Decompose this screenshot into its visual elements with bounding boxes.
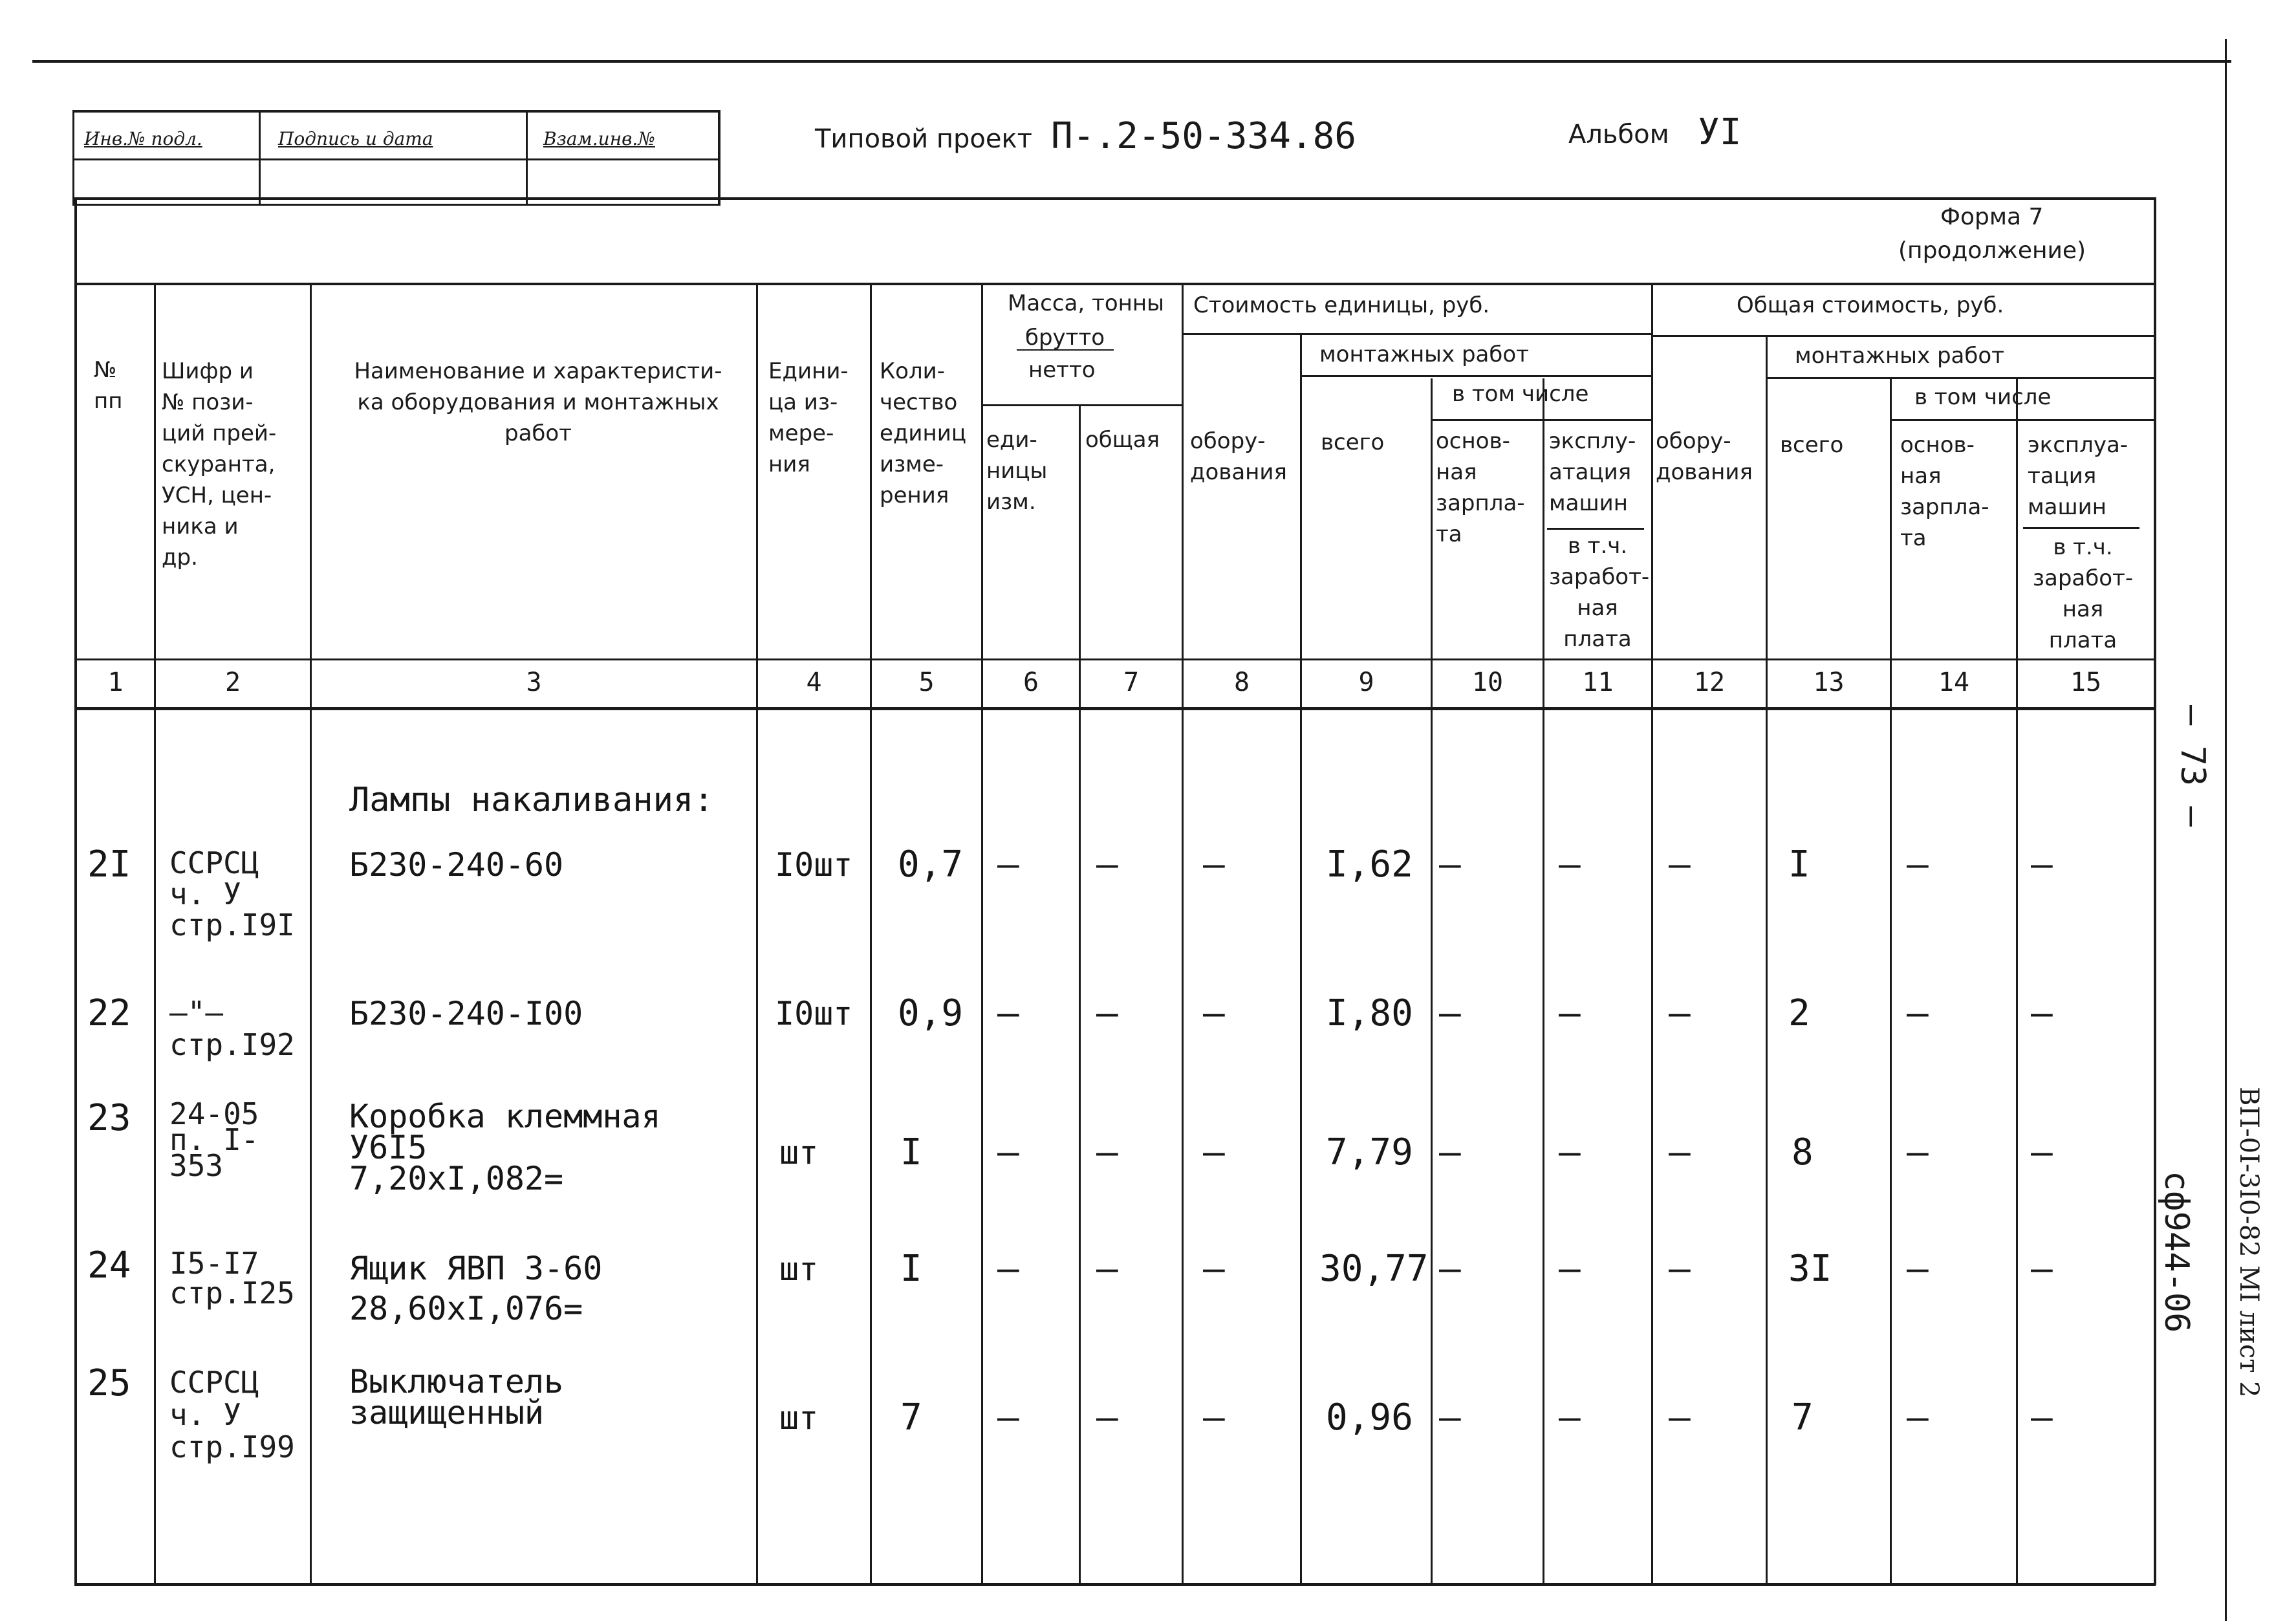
cell-c15: – <box>2031 1131 2053 1173</box>
cell-c14: – <box>1907 992 1929 1034</box>
cell-c6: – <box>997 1397 1019 1439</box>
col-number: 12 <box>1693 668 1726 697</box>
cell-c14: – <box>1907 1131 1929 1173</box>
header-col-14: основ- ная зарпла- та <box>1900 432 1989 551</box>
cell-c11: – <box>1559 992 1581 1034</box>
cell-c7: – <box>1096 843 1118 886</box>
project-number: П-.2-50-334.86 <box>1051 115 1357 157</box>
cell-c10: – <box>1439 992 1461 1034</box>
header-col-10: основ- ная зарпла- та <box>1436 428 1525 547</box>
col-number: 13 <box>1813 668 1845 697</box>
cell-c7: – <box>1096 1397 1118 1439</box>
cell-c14: – <box>1907 843 1929 886</box>
cell-code: I5-I7 стр.I25 <box>169 1246 295 1311</box>
cell-c13: 3I <box>1788 1248 1832 1290</box>
col-number: 5 <box>918 668 935 697</box>
cell-qty: 0,7 <box>898 843 964 886</box>
header-col-8: обору- дования <box>1190 428 1287 485</box>
cell-c10: – <box>1439 843 1461 886</box>
header-col-9: всего <box>1321 430 1385 455</box>
cell-name: Ящик ЯВП 3-60 28,60хI,076= <box>349 1250 603 1327</box>
cell-c9: 0,96 <box>1326 1397 1413 1439</box>
header-col-15b: в т.ч. заработ- ная плата <box>2032 534 2134 653</box>
header-col-11b: в т.ч. заработ- ная плата <box>1549 533 1650 652</box>
cell-unit: шт <box>779 1134 819 1171</box>
cell-c11: – <box>1559 843 1581 886</box>
cell-c12: – <box>1669 843 1691 886</box>
album-label: Альбом <box>1568 120 1669 149</box>
header-brutto: брутто <box>1025 325 1105 351</box>
cell-name: Б230-240-I00 <box>349 995 583 1032</box>
form-subtitle: (продолжение) <box>1898 237 2086 264</box>
cell-c9: 30,77 <box>1319 1248 1429 1290</box>
cell-c15: – <box>2031 843 2053 886</box>
cell-c8: – <box>1203 992 1225 1034</box>
cell-c10: – <box>1439 1397 1461 1439</box>
header-col-5: Коли- чество единиц изме- рения <box>880 358 966 508</box>
top-rule <box>32 60 2231 63</box>
cell-c12: – <box>1669 1248 1691 1290</box>
header-col-15a: эксплуа- тация машин <box>2028 432 2128 520</box>
cell-qty: 7 <box>900 1397 922 1439</box>
cell-c8: – <box>1203 843 1225 886</box>
cell-c6: – <box>997 843 1019 886</box>
cell-c11: – <box>1559 1131 1581 1173</box>
header-col-12: обору- дования <box>1656 428 1753 485</box>
cell-c13: I <box>1788 843 1810 886</box>
cell-c15: – <box>2031 1248 2053 1290</box>
cell-c8: – <box>1203 1397 1225 1439</box>
col-number: 6 <box>1023 668 1039 697</box>
col-number: 8 <box>1233 668 1250 697</box>
project-label: Типовой проект <box>815 124 1032 154</box>
header-total-cost: Общая стоимость, руб. <box>1737 292 2004 318</box>
cell-code: ССРСЦ ч. У стр.I9I <box>169 845 295 942</box>
page-number: – 73 – <box>2173 705 2212 827</box>
cell-c14: – <box>1907 1397 1929 1439</box>
col-number: 14 <box>1938 668 1970 697</box>
cell-qty: 0,9 <box>898 992 964 1034</box>
cell-c6: – <box>997 1248 1019 1290</box>
cell-c12: – <box>1669 1131 1691 1173</box>
header-netto: нетто <box>1028 357 1096 383</box>
header-col-3: Наименование и характеристи- ка оборудования и монтажных работ <box>354 358 722 446</box>
cell-c13: 8 <box>1792 1131 1814 1173</box>
side-sheet-code: ВП-0I-3I0-82 МI лист 2 <box>2234 1087 2264 1398</box>
col-number: 9 <box>1358 668 1374 697</box>
cell-name: Коробка клеммная У6I5 7,20хI,082= <box>349 1098 661 1197</box>
cell-code: –"– стр.I92 <box>169 995 295 1062</box>
cell-qty: I <box>900 1248 922 1290</box>
stamp-cell-sign: Подпись и дата <box>278 128 433 149</box>
side-code: сф944-06 <box>2157 1171 2196 1333</box>
header-col-2: Шифр и № пози- ций прей- скуранта, УСН, цен- ника и др. <box>162 358 277 571</box>
header-vtch-2: в том числе <box>1914 384 2052 410</box>
cell-c6: – <box>997 992 1019 1034</box>
col-number: 1 <box>107 668 124 697</box>
cell-c9: I,62 <box>1326 843 1413 886</box>
cell-c13: 2 <box>1788 992 1810 1034</box>
cell-n: 24 <box>87 1245 131 1287</box>
cell-c7: – <box>1096 1131 1118 1173</box>
album-number: УI <box>1698 111 1742 153</box>
header-col-6: еди- ницы изм. <box>986 427 1048 515</box>
stamp-cell-replace: Взам.инв.№ <box>543 128 655 149</box>
cell-qty: I <box>900 1131 922 1173</box>
cell-c11: – <box>1559 1397 1581 1439</box>
cell-n: 23 <box>87 1097 131 1139</box>
section-title: Лампы накаливания: <box>349 781 714 820</box>
cell-c13: 7 <box>1792 1397 1814 1439</box>
right-margin-rule <box>2225 39 2227 1621</box>
cell-n: 25 <box>87 1362 131 1404</box>
cell-c14: – <box>1907 1248 1929 1290</box>
cell-c12: – <box>1669 1397 1691 1439</box>
cell-c10: – <box>1439 1248 1461 1290</box>
cell-c7: – <box>1096 992 1118 1034</box>
col-number: 11 <box>1582 668 1614 697</box>
cell-c8: – <box>1203 1131 1225 1173</box>
col-number: 15 <box>2070 668 2102 697</box>
cell-name: Выключатель защищенный <box>349 1363 564 1431</box>
cell-c15: – <box>2031 1397 2053 1439</box>
col-number: 3 <box>526 668 542 697</box>
header-mont-2: монтажных работ <box>1795 343 2004 369</box>
cell-c12: – <box>1669 992 1691 1034</box>
header-col-11a: эксплу- атация машин <box>1549 428 1636 516</box>
header-vtch-1: в том числе <box>1452 381 1589 407</box>
header-col-1: № пп <box>94 357 123 414</box>
header-mont-1: монтажных работ <box>1319 342 1529 367</box>
cell-code: 24-05 п. I- 353 <box>169 1096 259 1183</box>
cell-c9: I,80 <box>1326 992 1413 1034</box>
stamp-cell-inv: Инв.№ подл. <box>84 128 202 149</box>
header-unit-cost: Стоимость единицы, руб. <box>1193 292 1490 318</box>
cell-unit: шт <box>779 1399 819 1437</box>
cell-c8: – <box>1203 1248 1225 1290</box>
cell-c15: – <box>2031 992 2053 1034</box>
cell-c11: – <box>1559 1248 1581 1290</box>
cell-n: 2I <box>87 843 131 886</box>
col-number: 10 <box>1471 668 1504 697</box>
cell-unit: шт <box>779 1250 819 1288</box>
header-col-4: Едини- ца из- мере- ния <box>768 358 849 477</box>
col-number: 7 <box>1123 668 1140 697</box>
cell-code: ССРСЦ ч. У стр.I99 <box>169 1365 295 1464</box>
header-col-13: всего <box>1780 432 1844 458</box>
cell-unit: I0шт <box>775 995 853 1032</box>
cell-c9: 7,79 <box>1326 1131 1413 1173</box>
cell-c6: – <box>997 1131 1019 1173</box>
form-title: Форма 7 <box>1940 204 2044 230</box>
cell-c7: – <box>1096 1248 1118 1290</box>
col-number: 2 <box>224 668 241 697</box>
cell-unit: I0шт <box>775 846 853 884</box>
header-col-7: общая <box>1085 427 1160 453</box>
col-number: 4 <box>806 668 822 697</box>
header-mass: Масса, тонны <box>1008 290 1164 316</box>
cell-c10: – <box>1439 1131 1461 1173</box>
cell-n: 22 <box>87 992 131 1034</box>
cell-name: Б230-240-60 <box>349 846 564 884</box>
